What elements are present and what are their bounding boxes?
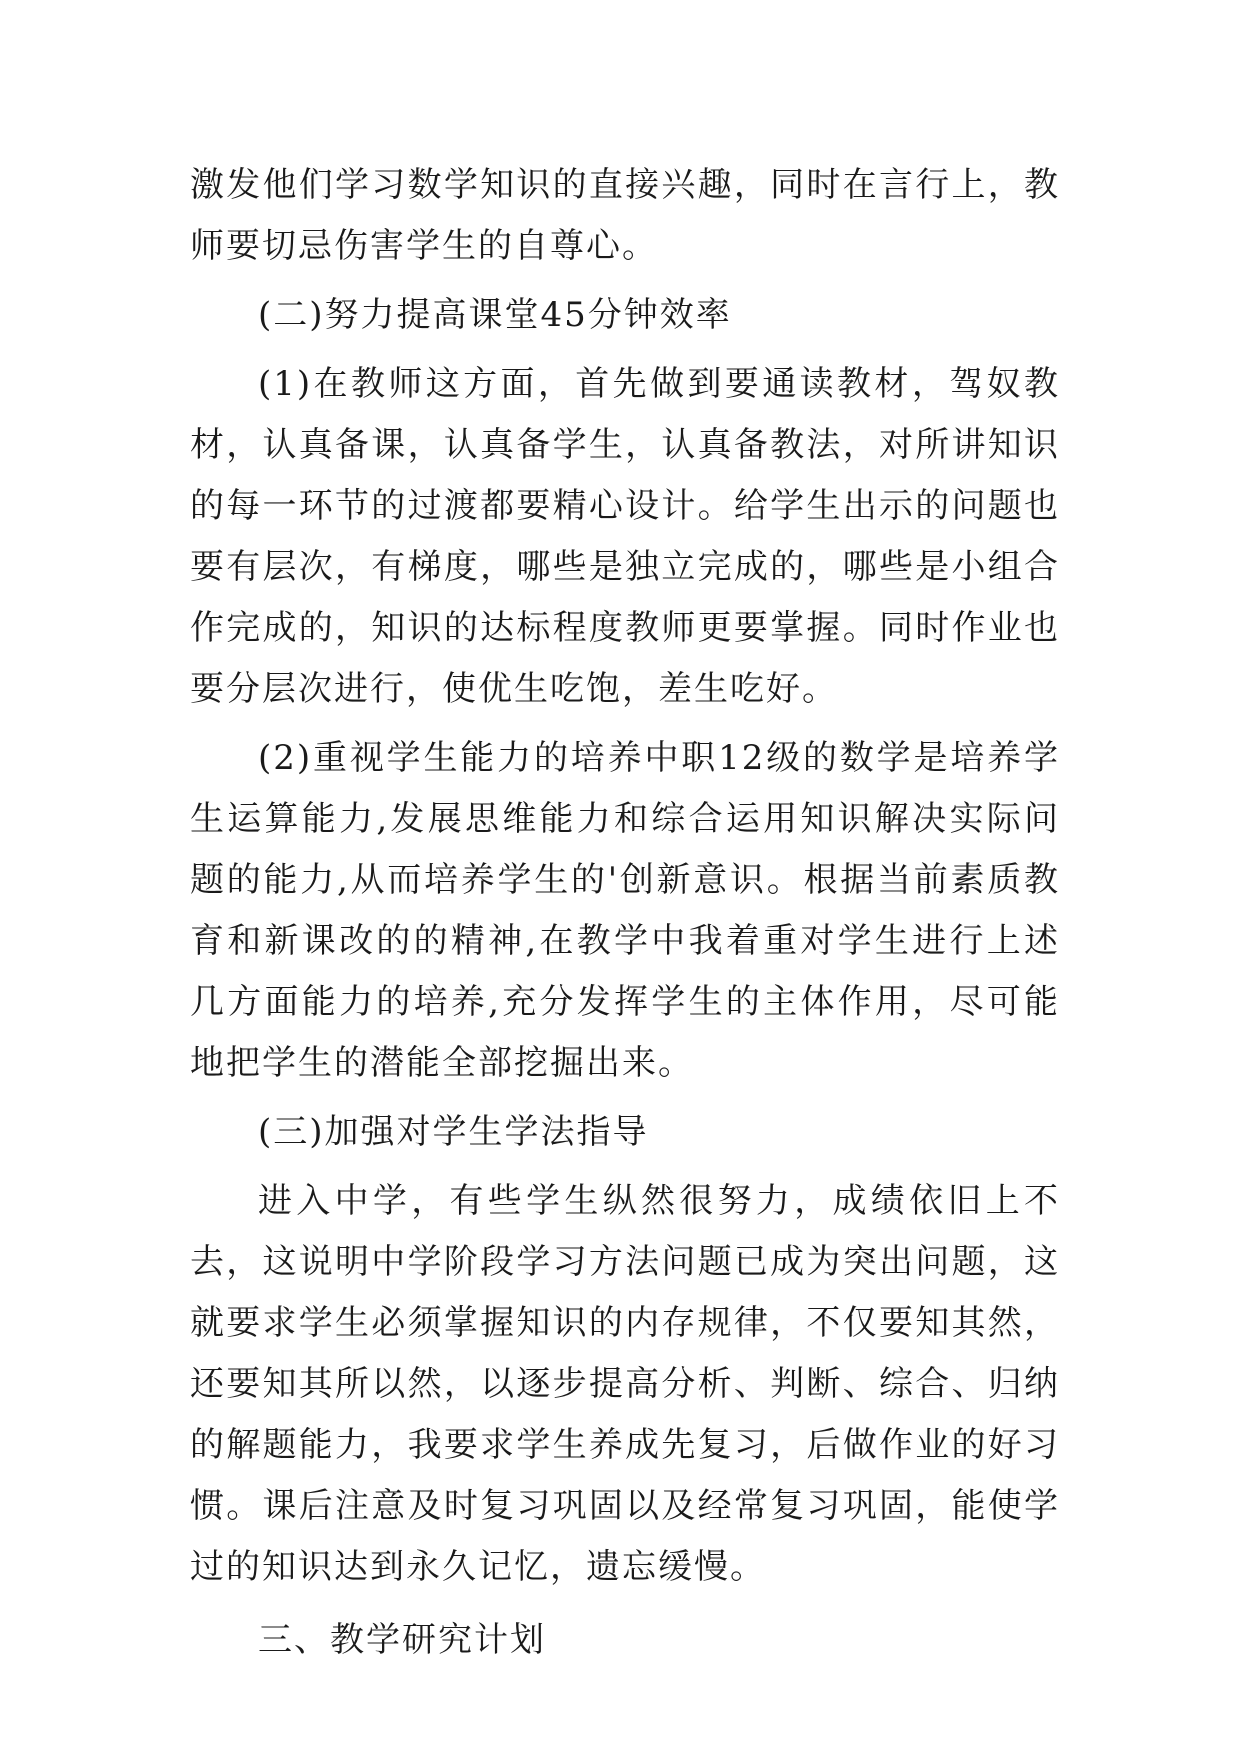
document-body bbox=[190, 155, 1060, 1671]
paragraph-continuation: 激发他们学习数学知识的直接兴趣，同时在言行上，教师要切忌伤害学生的自尊心。 bbox=[190, 165, 1060, 266]
section-heading-3: (三)加强对学生学法指导 bbox=[258, 1112, 649, 1152]
chapter-heading: 三、教学研究计划 bbox=[258, 1620, 546, 1660]
section-heading-2: (二)努力提高课堂45分钟效率 bbox=[258, 295, 732, 335]
paragraph-teacher-aspect: (1)在教师这方面，首先做到要通读教材，驾奴教材，认真备课，认真备学生，认真备教法，对所讲知识的每一环节的过渡都要精心设计。给学生出示的问题也要有层次，有梯度，哪些是独立完成的，哪些是小组合作完成的，知识的达标程度教师更要掌握。同时作业也要分层次进行，使优生吃饱，差生吃好。 bbox=[190, 364, 1060, 709]
paragraph-ability-training: (2)重视学生能力的培养中职12级的数学是培养学生运算能力,发展思维能力和综合运用知识解决实际问题的能力,从而培养学生的'创新意识。根据当前素质教育和新课改的的精神,在教学中我着重对学生进行上述几方面能力的培养,充分发挥学生的主体作用，尽可能地把学生的潜能全部挖掘出来。 bbox=[190, 738, 1060, 1083]
paragraph-study-methods: 进入中学，有些学生纵然很努力，成绩依旧上不去，这说明中学阶段学习方法问题已成为突出问题，这就要求学生必须掌握知识的内存规律，不仅要知其然，还要知其所以然，以逐步提高分析、判断、综合、归纳的解题能力，我要求学生养成先复习，后做作业的好习惯。课后注意及时复习巩固以及经常复习巩固，能使学过的知识达到永久记忆，遗忘缓慢。 bbox=[190, 1181, 1060, 1587]
